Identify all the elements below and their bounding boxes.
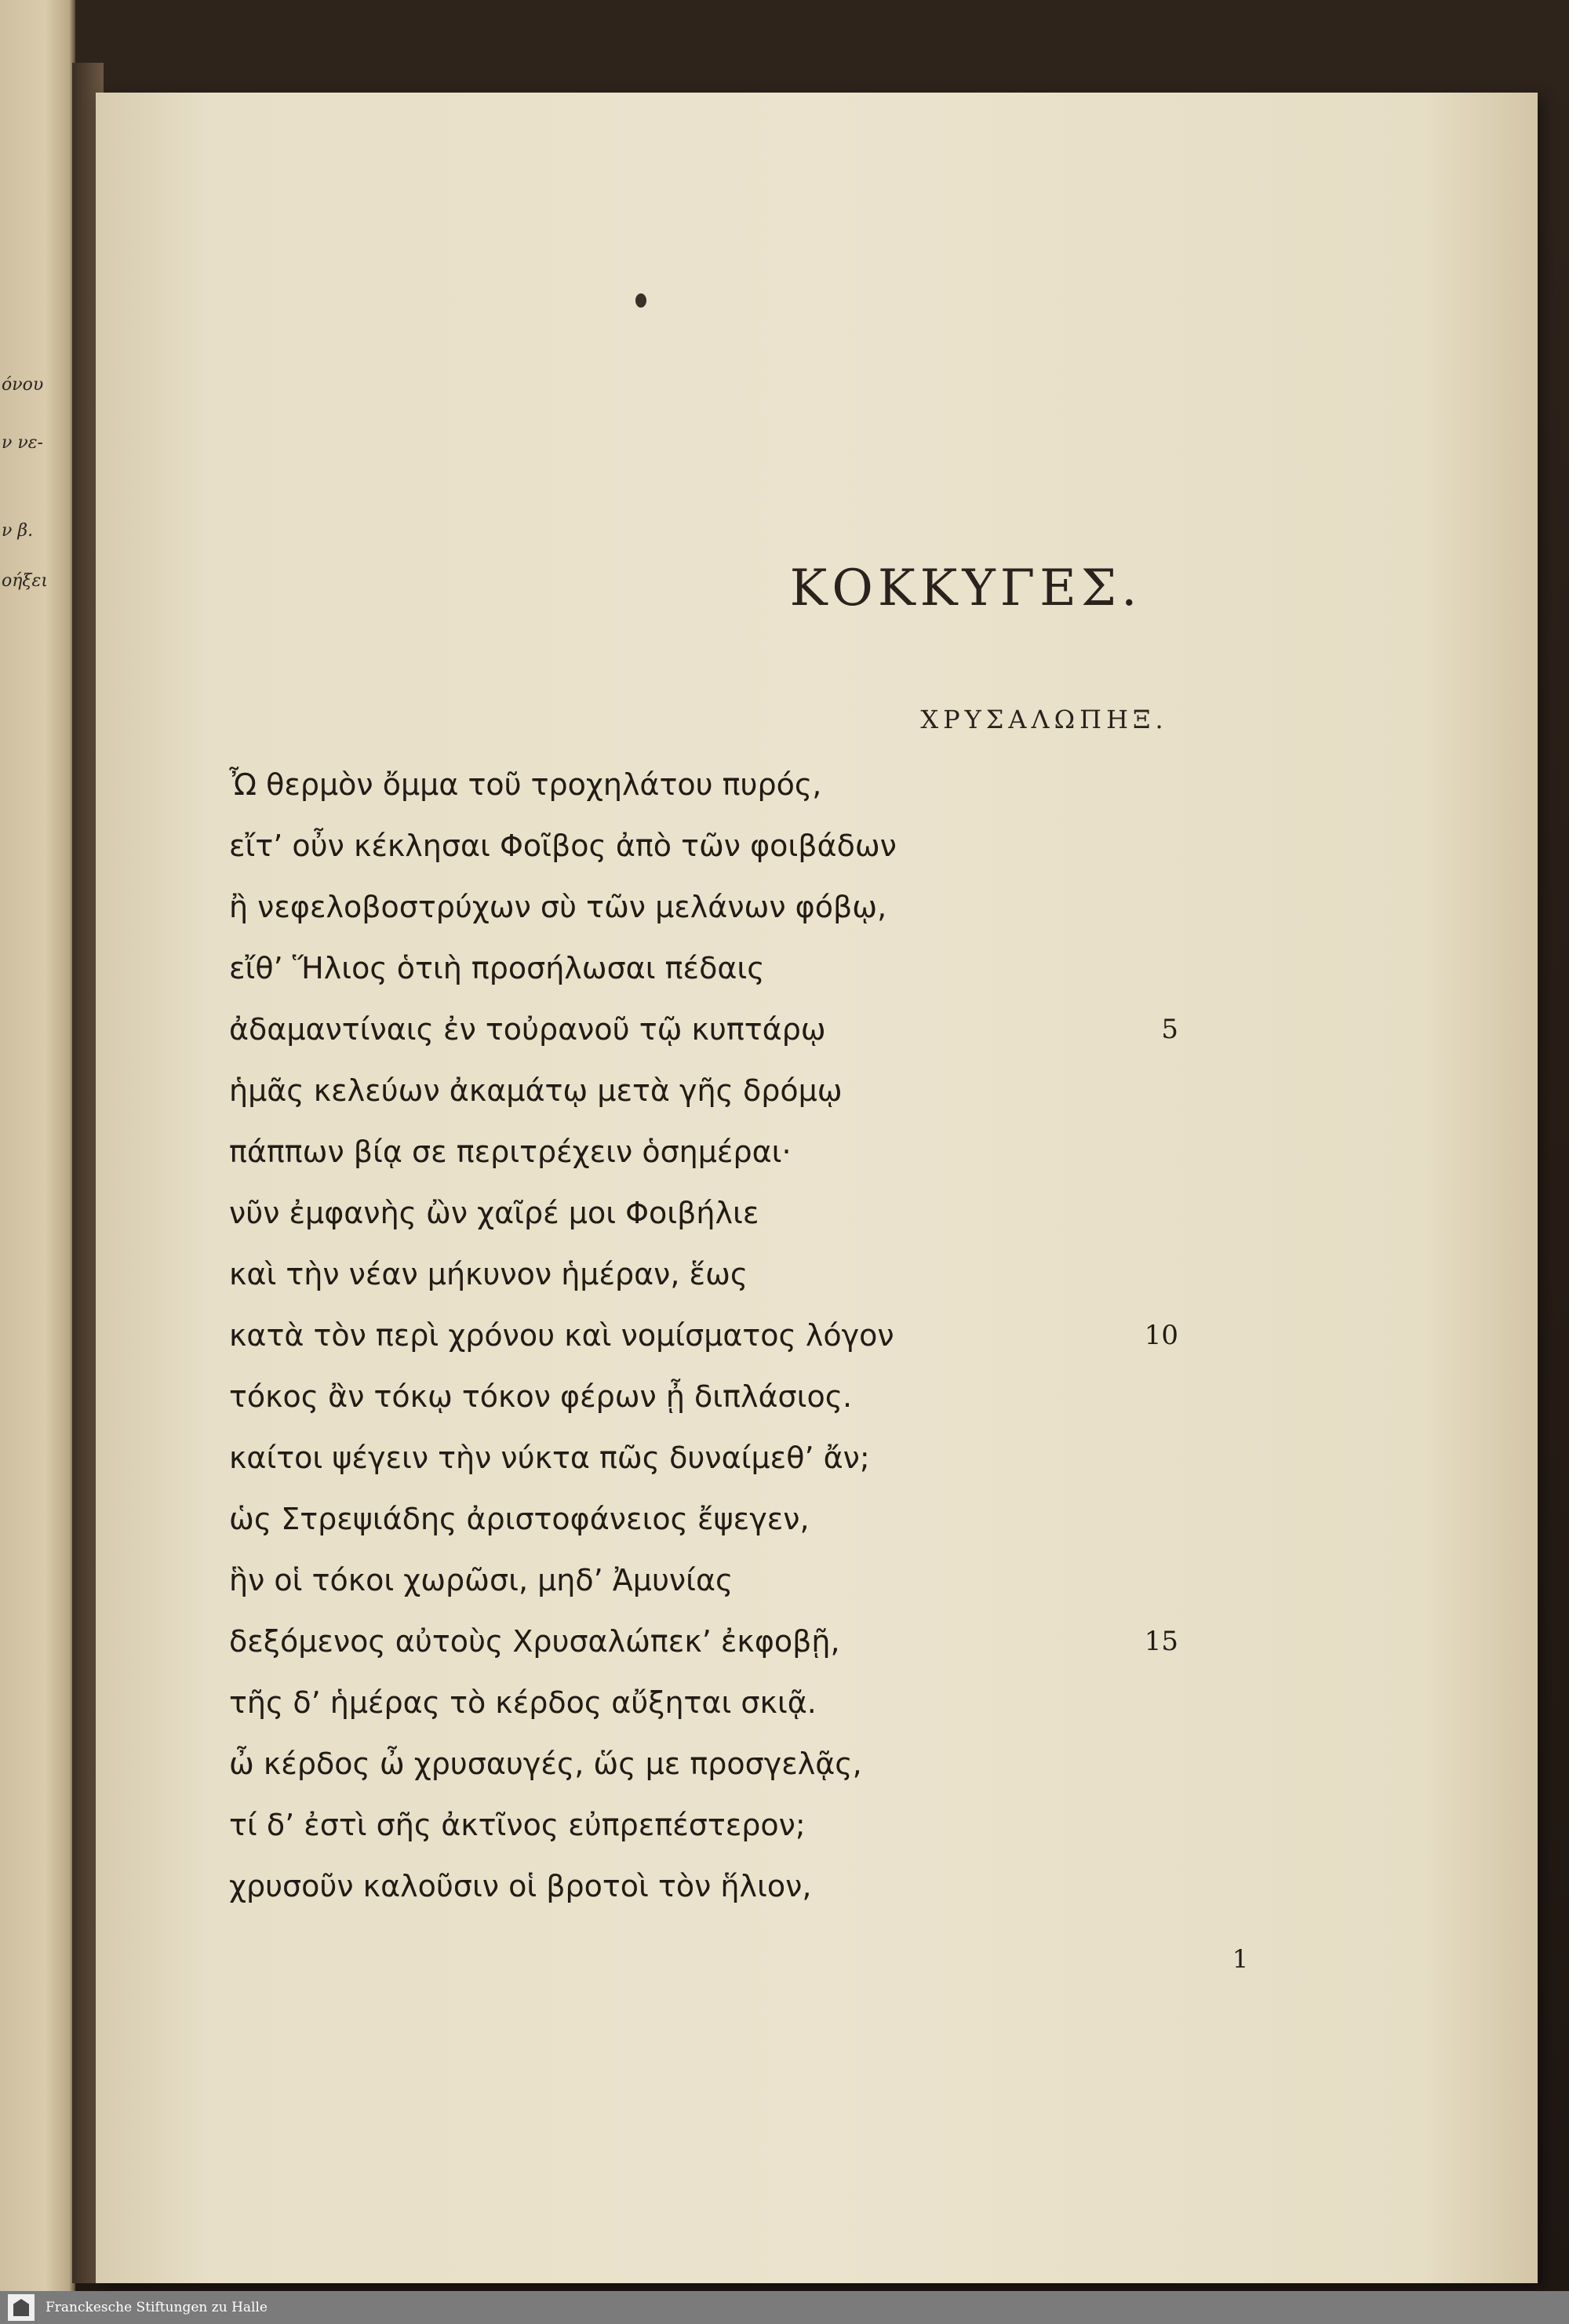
verse-line: εἴθ’ Ἥλιος ὁτιὴ προσήλωσαι πέδαις <box>229 951 765 985</box>
verse-line: ὡς Στρεψιάδης ἀριστοφάνειος ἔψεγεν, <box>229 1502 810 1536</box>
ink-dot <box>635 293 646 308</box>
verse-line: νῦν ἐμφανὴς ὢν χαῖρέ μοι Φοιβήλιε <box>229 1196 759 1230</box>
verse-line: ὦ κέρδος ὦ χρυσαυγές, ὥς με προσγελᾷς, <box>229 1747 862 1781</box>
left-page-fragment: ν νε- <box>2 433 43 453</box>
verse-line: ἣν οἱ τόκοι χωρῶσι, μηδ’ Ἀμυνίας <box>229 1563 734 1597</box>
left-page-fragment: οήξει <box>2 571 48 591</box>
verse-line: τῆς δ’ ἡμέρας τὸ κέρδος αὔξηται σκιᾷ. <box>229 1685 817 1720</box>
speaker-heading: ΧΡΥΣΑΛΩΠΗΞ. <box>920 705 1168 734</box>
line-number: 5 <box>1161 1014 1178 1045</box>
verse-line: τί δ’ ἐστὶ σῆς ἀκτῖνος εὐπρεπέστερον; <box>229 1808 806 1842</box>
page-title: ΚΟΚΚΥΓΕΣ. <box>789 559 1142 617</box>
line-number: 15 <box>1144 1626 1178 1657</box>
library-building-icon <box>8 2294 35 2321</box>
footer-banner <box>0 2291 1569 2324</box>
verse-line: καὶ τὴν νέαν μήκυνον ἡμέραν, ἕως <box>229 1257 748 1291</box>
verse-line: δεξόμενος αὐτοὺς Χρυσαλώπεκ’ ἐκφοβῇ, <box>229 1624 840 1659</box>
verse-line: ἀδαμαντίναις ἐν τοὐρανοῦ τῷ κυπτάρῳ <box>229 1012 826 1047</box>
verse-line: κατὰ τὸν περὶ χρόνου καὶ νομίσματος λόγον <box>229 1318 894 1353</box>
book-page <box>96 93 1538 2283</box>
footer-text: Franckesche Stiftungen zu Halle <box>46 2300 268 2315</box>
verse-line: καίτοι ψέγειν τὴν νύκτα πῶς δυναίμεθ’ ἄν; <box>229 1441 870 1475</box>
verse-line: ἢ νεφελοβοστρύχων σὺ τῶν μελάνων φόβῳ, <box>229 890 887 924</box>
verse-line: τόκος ἂν τόκῳ τόκον φέρων ᾖ διπλάσιος. <box>229 1379 853 1414</box>
left-page-fragment: όνου <box>2 375 44 395</box>
page-number: 1 <box>1232 1944 1249 1974</box>
left-page-fragment: ν β. <box>2 521 34 541</box>
verse-line: χρυσοῦν καλοῦσιν οἱ βροτοὶ τὸν ἥλιον, <box>229 1869 812 1903</box>
verse-line: ἡμᾶς κελεύων ἀκαμάτῳ μετὰ γῆς δρόμῳ <box>229 1073 843 1108</box>
verse-line: Ὦ θερμὸν ὄμμα τοῦ τροχηλάτου πυρός, <box>229 767 822 802</box>
verse-line: εἴτ’ οὖν κέκλησαι Φοῖβος ἀπὸ τῶν φοιβάδων <box>229 829 897 863</box>
left-facing-page <box>0 0 75 2291</box>
line-number: 10 <box>1144 1320 1178 1351</box>
verse-line: πάππων βίᾳ σε περιτρέχειν ὁσημέραι· <box>229 1135 792 1169</box>
